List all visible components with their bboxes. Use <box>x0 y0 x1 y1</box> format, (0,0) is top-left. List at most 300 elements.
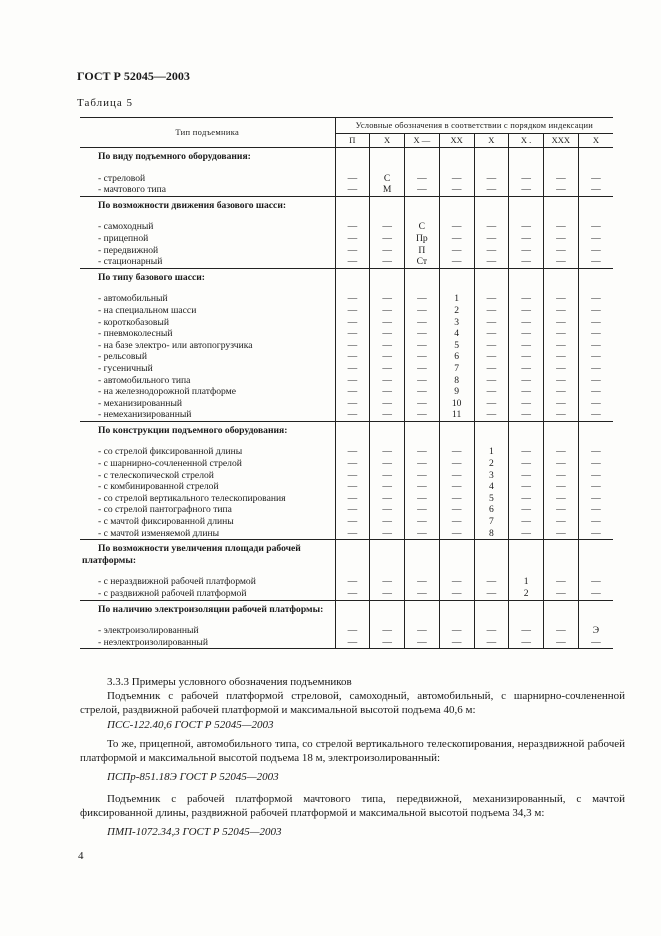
value-cell: — <box>370 256 405 268</box>
value-cell: — <box>347 481 358 493</box>
document-header: ГОСТ Р 52045—2003 <box>77 69 190 83</box>
spacer-cell <box>80 211 335 221</box>
value-cell: — <box>405 625 440 637</box>
value-cell: — <box>509 221 544 233</box>
value-cell: — <box>509 386 544 398</box>
paragraph-3-wrap <box>80 792 625 820</box>
sub-header-cell: Х <box>578 134 613 148</box>
empty-cell <box>578 600 613 615</box>
value-cell: 1 <box>474 446 509 458</box>
group-title-row <box>80 421 613 436</box>
empty-cell <box>578 196 613 211</box>
value-cell: — <box>578 184 613 196</box>
empty-cell <box>578 148 613 163</box>
spacer-cell <box>474 283 509 293</box>
spacer-cell <box>509 283 544 293</box>
paragraph-2: То же, прицепной, автомобильного типа, со стрелой вертикального телескопирования, нераздвижной рабочей платформой и максимальной высотой подъема 18 м, электроизолированный: <box>80 738 625 764</box>
value-cell: — <box>405 504 440 516</box>
table-row <box>80 386 613 398</box>
value-cell: — <box>544 375 579 387</box>
value-cell: — <box>578 221 613 233</box>
section-heading: 3.3.3 Примеры условного обозначения подъемников <box>107 676 352 688</box>
value-cell: — <box>370 386 405 398</box>
value-cell: — <box>347 351 358 363</box>
value-cell: — <box>544 256 579 268</box>
value-cell: — <box>347 527 358 539</box>
value-cell: М <box>370 184 405 196</box>
spacer-cell <box>405 283 440 293</box>
value-cell: 1 <box>439 293 474 305</box>
value-cell: — <box>405 351 440 363</box>
value-cell: — <box>439 576 474 588</box>
spacer-cell <box>578 283 613 293</box>
table-row <box>80 173 613 185</box>
value-cell: — <box>509 493 544 505</box>
value-cell: — <box>370 446 405 458</box>
spacer-row <box>80 283 613 293</box>
value-cell: — <box>370 481 405 493</box>
value-cell: — <box>544 340 579 352</box>
value-cell: — <box>474 386 509 398</box>
value-cell: — <box>578 386 613 398</box>
group-title: По возможности движения базового шасси: <box>80 196 335 211</box>
value-cell: — <box>509 328 544 340</box>
value-cell: — <box>347 625 358 637</box>
table-row <box>80 293 613 305</box>
value-cell: 8 <box>474 528 509 540</box>
paragraph-3: Подъемник с рабочей платформой мачтового типа, передвижной, механизированный, с мачтой фиксированной длины, раздвижной рабочей платформой и максимальной высотой подъема 34,3 м: <box>80 793 625 819</box>
value-cell: — <box>370 470 405 482</box>
group-title-row <box>80 148 613 163</box>
spacer-cell <box>544 163 579 173</box>
group-title: По наличию электроизоляции рабочей платформы: <box>80 600 335 615</box>
value-cell: — <box>474 363 509 375</box>
empty-cell <box>509 421 544 436</box>
spacer-cell <box>370 436 405 446</box>
value-cell: Ст <box>405 256 440 268</box>
value-cell: — <box>405 588 440 600</box>
value-cell: — <box>544 398 579 410</box>
empty-cell <box>335 148 370 163</box>
spacer-cell <box>578 615 613 625</box>
spacer-cell <box>370 163 405 173</box>
table-row <box>80 398 613 410</box>
value-cell: — <box>509 173 544 185</box>
empty-cell <box>578 421 613 436</box>
spacer-cell <box>544 436 579 446</box>
example-1-wrap <box>80 718 625 732</box>
empty-cell <box>544 421 579 436</box>
value-cell: — <box>474 351 509 363</box>
value-cell: — <box>578 245 613 257</box>
row-label: - гусеничный <box>80 363 335 375</box>
example-3: ПМП-1072.34,3 ГОСТ Р 52045—2003 <box>107 826 282 838</box>
empty-cell <box>439 540 474 567</box>
spacer-cell <box>578 163 613 173</box>
spacer-cell <box>405 163 440 173</box>
paragraph-1: Подъемник с рабочей платформой стреловой, самоходный, автомобильный, с шарнирно-сочлененной стрелой, раздвижной рабочей платформой и максимальной высотой подъема 40,6 м: <box>80 690 625 716</box>
empty-cell <box>474 148 509 163</box>
empty-cell <box>405 421 440 436</box>
value-cell: — <box>370 458 405 470</box>
value-cell: — <box>509 245 544 257</box>
spacer-row <box>80 436 613 446</box>
empty-cell <box>335 421 370 436</box>
sub-header-cell: Х <box>474 134 509 148</box>
empty-cell <box>370 421 405 436</box>
value-cell: — <box>370 588 405 600</box>
value-cell: — <box>578 328 613 340</box>
spacer-cell <box>405 566 440 576</box>
value-cell: — <box>544 409 579 421</box>
empty-cell <box>405 196 440 211</box>
value-cell: — <box>347 304 358 316</box>
table-row <box>80 528 613 540</box>
value-cell: — <box>578 409 613 421</box>
value-cell: — <box>405 375 440 387</box>
sub-header-cell: ХХ <box>439 134 474 148</box>
value-cell: — <box>347 172 358 184</box>
value-cell: 6 <box>474 504 509 516</box>
designation-table <box>80 117 613 649</box>
value-cell: — <box>544 184 579 196</box>
empty-cell <box>335 540 370 567</box>
value-cell: — <box>439 528 474 540</box>
sub-header-cell: Х — <box>405 134 440 148</box>
table-row <box>80 504 613 516</box>
spacer-cell <box>80 163 335 173</box>
value-cell: — <box>370 233 405 245</box>
value-cell: — <box>370 637 405 649</box>
group-title-row <box>80 540 613 567</box>
value-cell: — <box>347 446 358 458</box>
empty-cell <box>335 268 370 283</box>
group-title: По типу базового шасси: <box>80 268 335 283</box>
row-label: - прицепной <box>80 233 335 245</box>
value-cell: — <box>474 305 509 317</box>
value-cell: — <box>544 528 579 540</box>
empty-cell <box>405 148 440 163</box>
spacer-row <box>80 566 613 576</box>
table-body <box>80 148 613 649</box>
value-cell: — <box>347 492 358 504</box>
empty-cell <box>578 540 613 567</box>
value-cell: 2 <box>509 588 544 600</box>
value-cell: — <box>405 184 440 196</box>
value-cell: — <box>405 173 440 185</box>
value-cell: — <box>439 493 474 505</box>
empty-cell <box>439 148 474 163</box>
row-label: - стационарный <box>80 256 335 268</box>
value-cell: — <box>544 293 579 305</box>
spacer-row <box>80 163 613 173</box>
empty-cell <box>544 540 579 567</box>
value-cell: 11 <box>439 409 474 421</box>
example-1: ПСС-122.40,6 ГОСТ Р 52045—2003 <box>107 719 274 731</box>
value-cell: 5 <box>474 493 509 505</box>
value-cell: — <box>370 245 405 257</box>
spacer-cell <box>80 566 335 576</box>
value-cell: — <box>544 504 579 516</box>
table-row <box>80 458 613 470</box>
row-label: - со стрелой вертикального телескопирования <box>80 493 335 505</box>
table-caption: Таблица 5 <box>77 97 134 109</box>
value-cell: — <box>439 588 474 600</box>
empty-cell <box>509 148 544 163</box>
table-row <box>80 317 613 329</box>
value-cell: — <box>509 625 544 637</box>
empty-cell <box>544 148 579 163</box>
empty-cell <box>474 600 509 615</box>
value-cell: 6 <box>439 351 474 363</box>
table-row <box>80 245 613 257</box>
value-cell: — <box>370 351 405 363</box>
value-cell: С <box>405 221 440 233</box>
value-cell: — <box>347 516 358 528</box>
value-cell: — <box>405 340 440 352</box>
spacer-cell <box>544 283 579 293</box>
paragraph-1-wrap <box>80 689 625 717</box>
spacer-cell <box>370 211 405 221</box>
value-cell: — <box>544 363 579 375</box>
value-cell: — <box>578 363 613 375</box>
value-cell: — <box>370 363 405 375</box>
value-cell: — <box>439 481 474 493</box>
spacer-cell <box>509 211 544 221</box>
value-cell: — <box>509 458 544 470</box>
value-cell: — <box>578 481 613 493</box>
value-cell: — <box>544 458 579 470</box>
value-cell: — <box>405 409 440 421</box>
value-cell: — <box>347 458 358 470</box>
spacer-cell <box>335 615 370 625</box>
value-cell: — <box>578 637 613 649</box>
value-cell: — <box>474 173 509 185</box>
empty-cell <box>474 196 509 211</box>
value-cell: — <box>474 293 509 305</box>
empty-cell <box>335 196 370 211</box>
row-label: - механизированный <box>80 398 335 410</box>
value-cell: 10 <box>439 398 474 410</box>
value-cell: — <box>509 637 544 649</box>
spacer-cell <box>370 283 405 293</box>
empty-cell <box>370 268 405 283</box>
spacer-cell <box>370 615 405 625</box>
value-cell: — <box>405 446 440 458</box>
value-cell: — <box>474 375 509 387</box>
empty-cell <box>335 600 370 615</box>
value-cell: — <box>439 184 474 196</box>
value-cell: 7 <box>439 363 474 375</box>
group-title: По возможности увеличения площади рабочей платформы: <box>80 540 335 567</box>
value-cell: — <box>578 256 613 268</box>
value-cell: — <box>509 398 544 410</box>
value-cell: — <box>474 317 509 329</box>
value-cell: — <box>474 625 509 637</box>
spacer-cell <box>80 283 335 293</box>
value-cell: — <box>439 446 474 458</box>
value-cell: — <box>509 317 544 329</box>
value-cell: — <box>347 588 358 599</box>
spacer-cell <box>439 211 474 221</box>
row-label: - самоходный <box>80 221 335 233</box>
value-cell: — <box>474 409 509 421</box>
table-row <box>80 305 613 317</box>
table-row <box>80 375 613 387</box>
value-cell: — <box>509 351 544 363</box>
value-cell: — <box>474 245 509 257</box>
row-label: - со стрелой пантографного типа <box>80 504 335 516</box>
value-cell: — <box>370 516 405 528</box>
row-label: - стреловой <box>80 173 335 185</box>
value-cell: — <box>347 328 358 340</box>
spacer-cell <box>474 615 509 625</box>
row-label: - на железнодорожной платформе <box>80 386 335 398</box>
empty-cell <box>474 421 509 436</box>
value-cell: 3 <box>474 470 509 482</box>
value-cell: — <box>335 637 370 649</box>
spacer-cell <box>439 436 474 446</box>
value-cell: — <box>474 233 509 245</box>
spacer-cell <box>474 211 509 221</box>
value-cell: — <box>544 328 579 340</box>
value-cell: — <box>578 470 613 482</box>
value-cell: — <box>405 493 440 505</box>
value-cell: — <box>578 458 613 470</box>
value-cell: — <box>405 317 440 329</box>
empty-cell <box>405 600 440 615</box>
value-cell: — <box>544 386 579 398</box>
value-cell: — <box>474 328 509 340</box>
row-label: - автомобильного типа <box>80 375 335 387</box>
value-cell: — <box>405 398 440 410</box>
value-cell: — <box>474 576 509 588</box>
value-cell: — <box>544 351 579 363</box>
value-cell: — <box>405 470 440 482</box>
spacer-cell <box>439 615 474 625</box>
spacer-cell <box>474 566 509 576</box>
value-cell: — <box>370 409 405 421</box>
value-cell: — <box>509 375 544 387</box>
value-cell: — <box>347 469 358 481</box>
table-row <box>80 340 613 352</box>
value-cell: — <box>347 362 358 374</box>
value-cell: — <box>578 305 613 317</box>
sub-header-cell: ХХХ <box>544 134 579 148</box>
empty-cell <box>544 196 579 211</box>
value-cell: — <box>544 625 579 637</box>
row-label: - с мачтой фиксированной длины <box>80 516 335 528</box>
value-cell: 5 <box>439 340 474 352</box>
page-number: 4 <box>78 850 84 862</box>
spacer-cell <box>370 566 405 576</box>
row-label: - неэлектроизолированный <box>80 637 335 649</box>
value-cell: — <box>370 493 405 505</box>
value-cell: — <box>347 232 358 244</box>
value-cell: — <box>509 528 544 540</box>
value-cell: — <box>578 375 613 387</box>
empty-cell <box>544 600 579 615</box>
value-cell: — <box>578 351 613 363</box>
spacer-cell <box>474 163 509 173</box>
row-label: - передвижной <box>80 245 335 257</box>
table-row <box>80 637 613 649</box>
sub-header-cell: П <box>335 134 370 148</box>
sub-header-cell: Х <box>370 134 405 148</box>
value-cell: — <box>439 516 474 528</box>
value-cell: — <box>439 458 474 470</box>
value-cell: — <box>347 576 358 588</box>
group-title-row <box>80 196 613 211</box>
value-cell: — <box>544 305 579 317</box>
value-cell: — <box>370 625 405 637</box>
value-cell: — <box>509 256 544 268</box>
value-cell: — <box>439 256 474 268</box>
value-cell: — <box>347 316 358 328</box>
value-cell: 4 <box>439 328 474 340</box>
value-cell: — <box>578 504 613 516</box>
value-cell: Пр <box>405 233 440 245</box>
value-cell: — <box>578 493 613 505</box>
example-2: ПСПр-851.18Э ГОСТ Р 52045—2003 <box>107 771 279 783</box>
spacer-cell <box>509 566 544 576</box>
spacer-cell <box>405 436 440 446</box>
value-cell: — <box>347 339 358 351</box>
row-label: - с раздвижной рабочей платформой <box>80 588 335 600</box>
spacer-row <box>80 615 613 625</box>
table-row <box>80 446 613 458</box>
value-cell: 9 <box>439 386 474 398</box>
value-cell: — <box>578 233 613 245</box>
value-cell: — <box>405 363 440 375</box>
group-title-row <box>80 600 613 615</box>
value-cell: — <box>578 516 613 528</box>
value-cell: — <box>347 504 358 516</box>
empty-cell <box>439 268 474 283</box>
value-cell: — <box>347 397 358 409</box>
value-cell: — <box>370 293 405 305</box>
value-cell: — <box>474 637 509 649</box>
value-cell: — <box>474 398 509 410</box>
value-cell: — <box>439 637 474 649</box>
value-cell: — <box>474 256 509 268</box>
value-cell: — <box>578 446 613 458</box>
spacer-cell <box>80 436 335 446</box>
value-cell: — <box>578 293 613 305</box>
spacer-cell <box>335 436 370 446</box>
empty-cell <box>509 196 544 211</box>
value-cell: — <box>370 398 405 410</box>
value-cell: — <box>405 328 440 340</box>
value-cell: — <box>347 374 358 386</box>
value-cell: — <box>578 317 613 329</box>
empty-cell <box>405 268 440 283</box>
value-cell: 3 <box>439 317 474 329</box>
value-cell: 2 <box>474 458 509 470</box>
row-label: - на базе электро- или автопогрузчика <box>80 340 335 352</box>
value-cell: — <box>578 576 613 588</box>
spacer-cell <box>578 436 613 446</box>
value-cell: — <box>405 305 440 317</box>
value-cell: — <box>578 173 613 185</box>
value-cell: — <box>370 504 405 516</box>
value-cell: — <box>544 245 579 257</box>
spacer-cell <box>544 566 579 576</box>
empty-cell <box>544 268 579 283</box>
value-cell: — <box>439 625 474 637</box>
value-cell: — <box>509 504 544 516</box>
spacer-cell <box>509 163 544 173</box>
